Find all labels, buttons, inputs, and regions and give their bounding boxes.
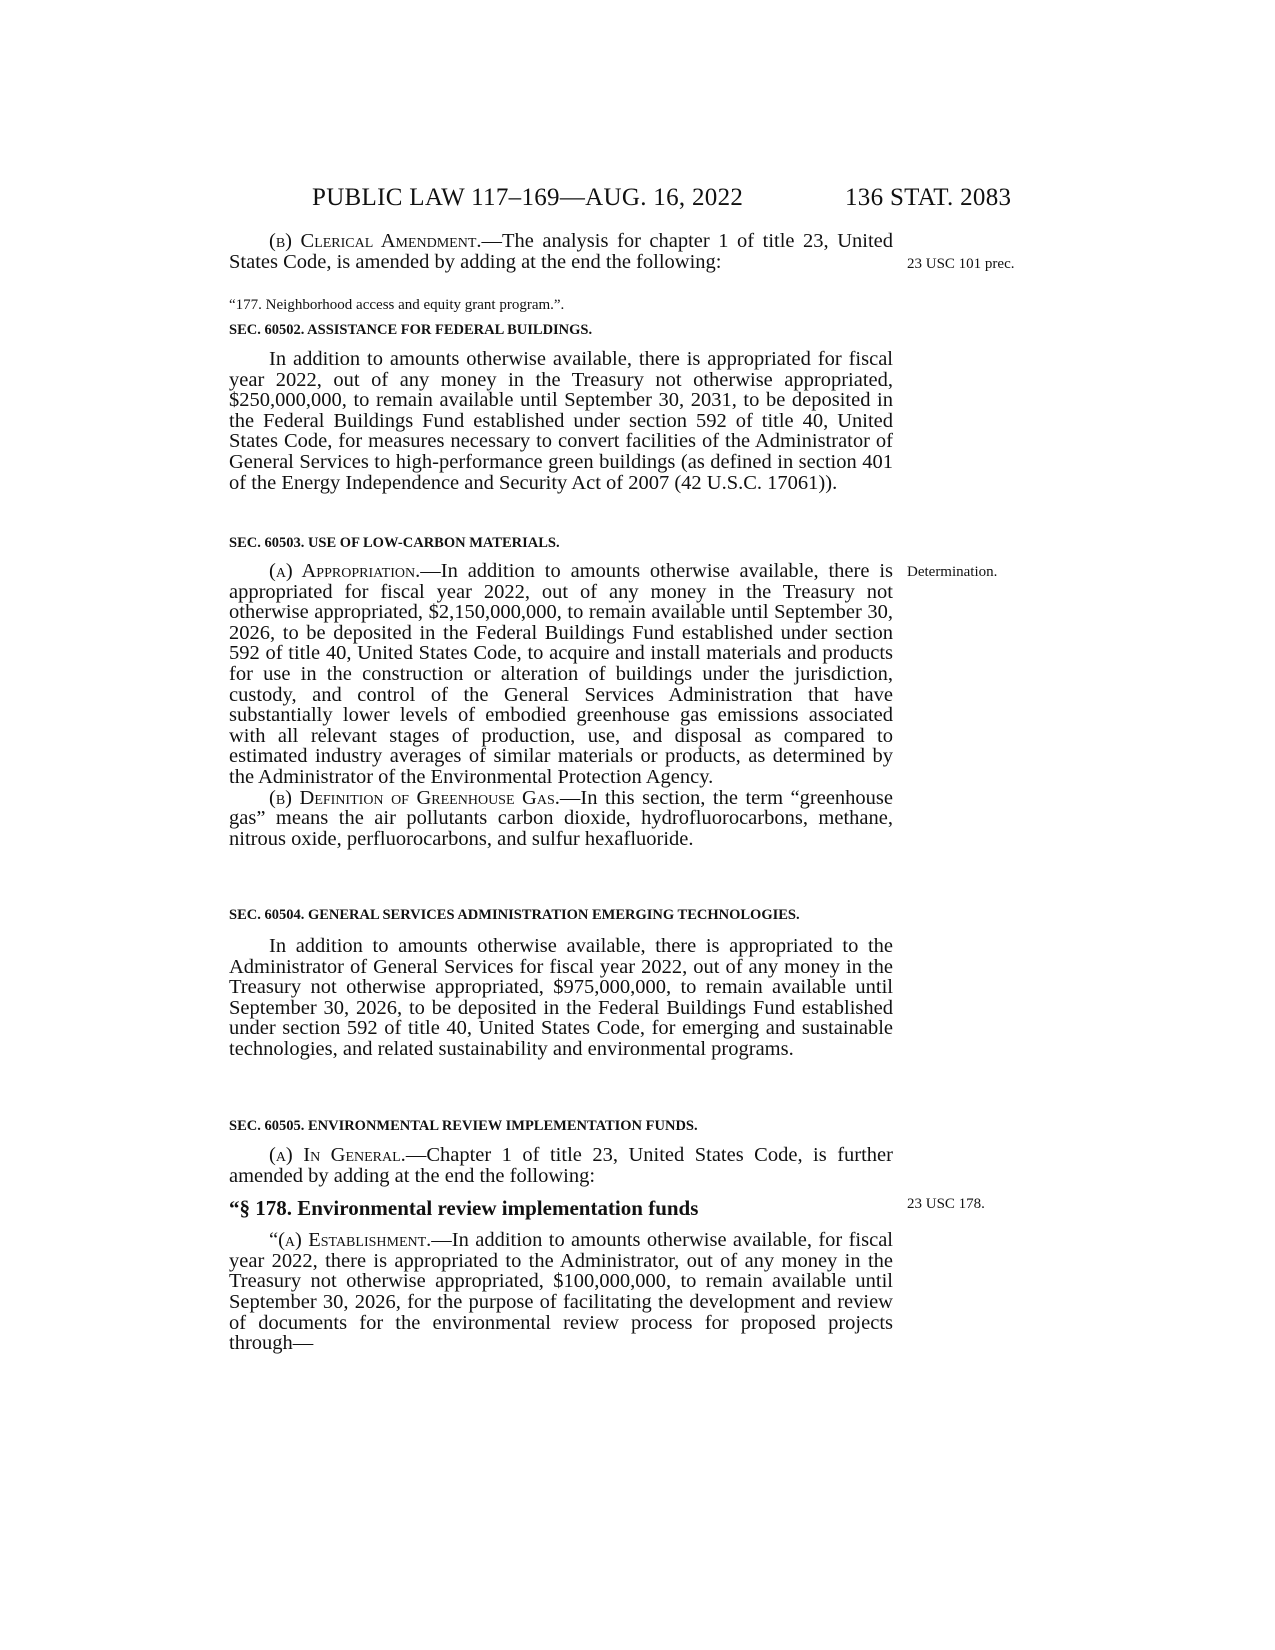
section-178-establishment [229,1230,893,1354]
margin-note-usc-178: 23 USC 178. [907,1196,985,1212]
section-60505-a-text: —Chapter 1 of title 23, United States Code, is further amended by adding at the end the following: [229,1144,893,1187]
clerical-paragraph [229,231,893,272]
section-178-establishment-label: “(a) Establishment. [269,1229,432,1252]
section-60503-a-label: (a) Appropriation. [269,560,421,582]
margin-note-determination: Determination. [907,564,998,580]
section-60503-a-text: —In addition to amounts otherwise available, there is appropriated for fiscal year 2022, out of any money in the Treasury not otherwise appropriated, $2,150,000,000, to remain available until September 30, 2026, to be deposited in the Federal Buildings Fund established under section 592 of title 40, United States Code, to acquire and install materials and products for use in the construction or alteration of buildings under the jurisdiction, custody, and control of the General Services Administration that have substantially lower levels of embodied greenhouse gas emissions associated with all relevant stages of production, use, and disposal as compared to estimated industry averages of similar materials or products, as determined by the Administrator of the Environmental Protection Agency. [229,560,893,788]
section-60503-b [229,788,893,850]
section-60504-text: In addition to amounts otherwise available, there is appropriated to the Administrator of General Services for fiscal year 2022, out of any money in the Treasury not otherwise appropriated, $975,000,000, to remain available until September 30, 2026, to be deposited in the Federal Buildings Fund established under section 592 of title 40, United States Code, for emerging and sustainable technologies, and related sustainability and environmental programs. [229,935,893,1060]
section-60503-b-text: —In this section, the term “greenhouse gas” means the air pollutants carbon dioxide, hydrofluorocarbons, methane, nitrous oxide, perfluorocarbons, and sulfur hexafluoride. [229,786,893,850]
section-178-establishment-text: —In addition to amounts otherwise available, for fiscal year 2022, there is appropriated to the Administrator, out of any money in the Treasury not otherwise appropriated, $100,000,000, to remain available until September 30, 2026, for the purpose of facilitating the development and review of documents for the environmental review process for proposed projects through— [229,1229,893,1355]
section-60505-a [229,1145,893,1186]
page-header-stat: 136 STAT. 2083 [845,184,1012,211]
clerical-text: —The analysis for chapter 1 of title 23, United States Code, is amended by adding at the end the following: [229,230,894,273]
section-60503 [229,534,893,849]
margin-note-usc-101: 23 USC 101 prec. [907,256,1015,272]
section-178-heading: “§ 178. Environmental review implementation funds [229,1196,699,1221]
section-60504 [229,906,893,1060]
section-60502 [229,321,893,493]
clerical-amendment [229,231,893,272]
page-header-title: PUBLIC LAW 117–169—AUG. 16, 2022 [312,184,744,211]
section-60505-heading: SEC. 60505. ENVIRONMENTAL REVIEW IMPLEMENTATION FUNDS. [229,1118,698,1134]
clerical-label: (b) Clerical Amendment. [269,230,482,252]
section-60502-heading: SEC. 60502. ASSISTANCE FOR FEDERAL BUILDINGS. [229,322,593,338]
section-60505-a-label: (a) In General. [269,1144,406,1166]
section-60502-text: In addition to amounts otherwise available, there is appropriated for fiscal year 2022, out of any money in the Treasury not otherwise appropriated, $250,000,000, to remain available until September 30, 2031, to be deposited in the Federal Buildings Fund established under section 592 of title 40, United States Code, for measures necessary to convert facilities of the Administrator of General Services to high-performance green buildings (as defined in section 401 of the Energy Independence and Security Act of 2007 (42 U.S.C. 17061)). [229,348,893,494]
clerical-quote: “177. Neighborhood access and equity grant program.”. [229,297,565,313]
section-60503-a [229,561,893,788]
section-60503-b-label: (b) Definition of Greenhouse Gas. [269,786,560,809]
section-60505 [229,1117,893,1354]
section-60504-heading: SEC. 60504. GENERAL SERVICES ADMINISTRATION EMERGING TECHNOLOGIES. [229,907,800,923]
section-60503-heading: SEC. 60503. USE OF LOW-CARBON MATERIALS. [229,535,560,551]
clerical-quote-block [229,296,893,314]
